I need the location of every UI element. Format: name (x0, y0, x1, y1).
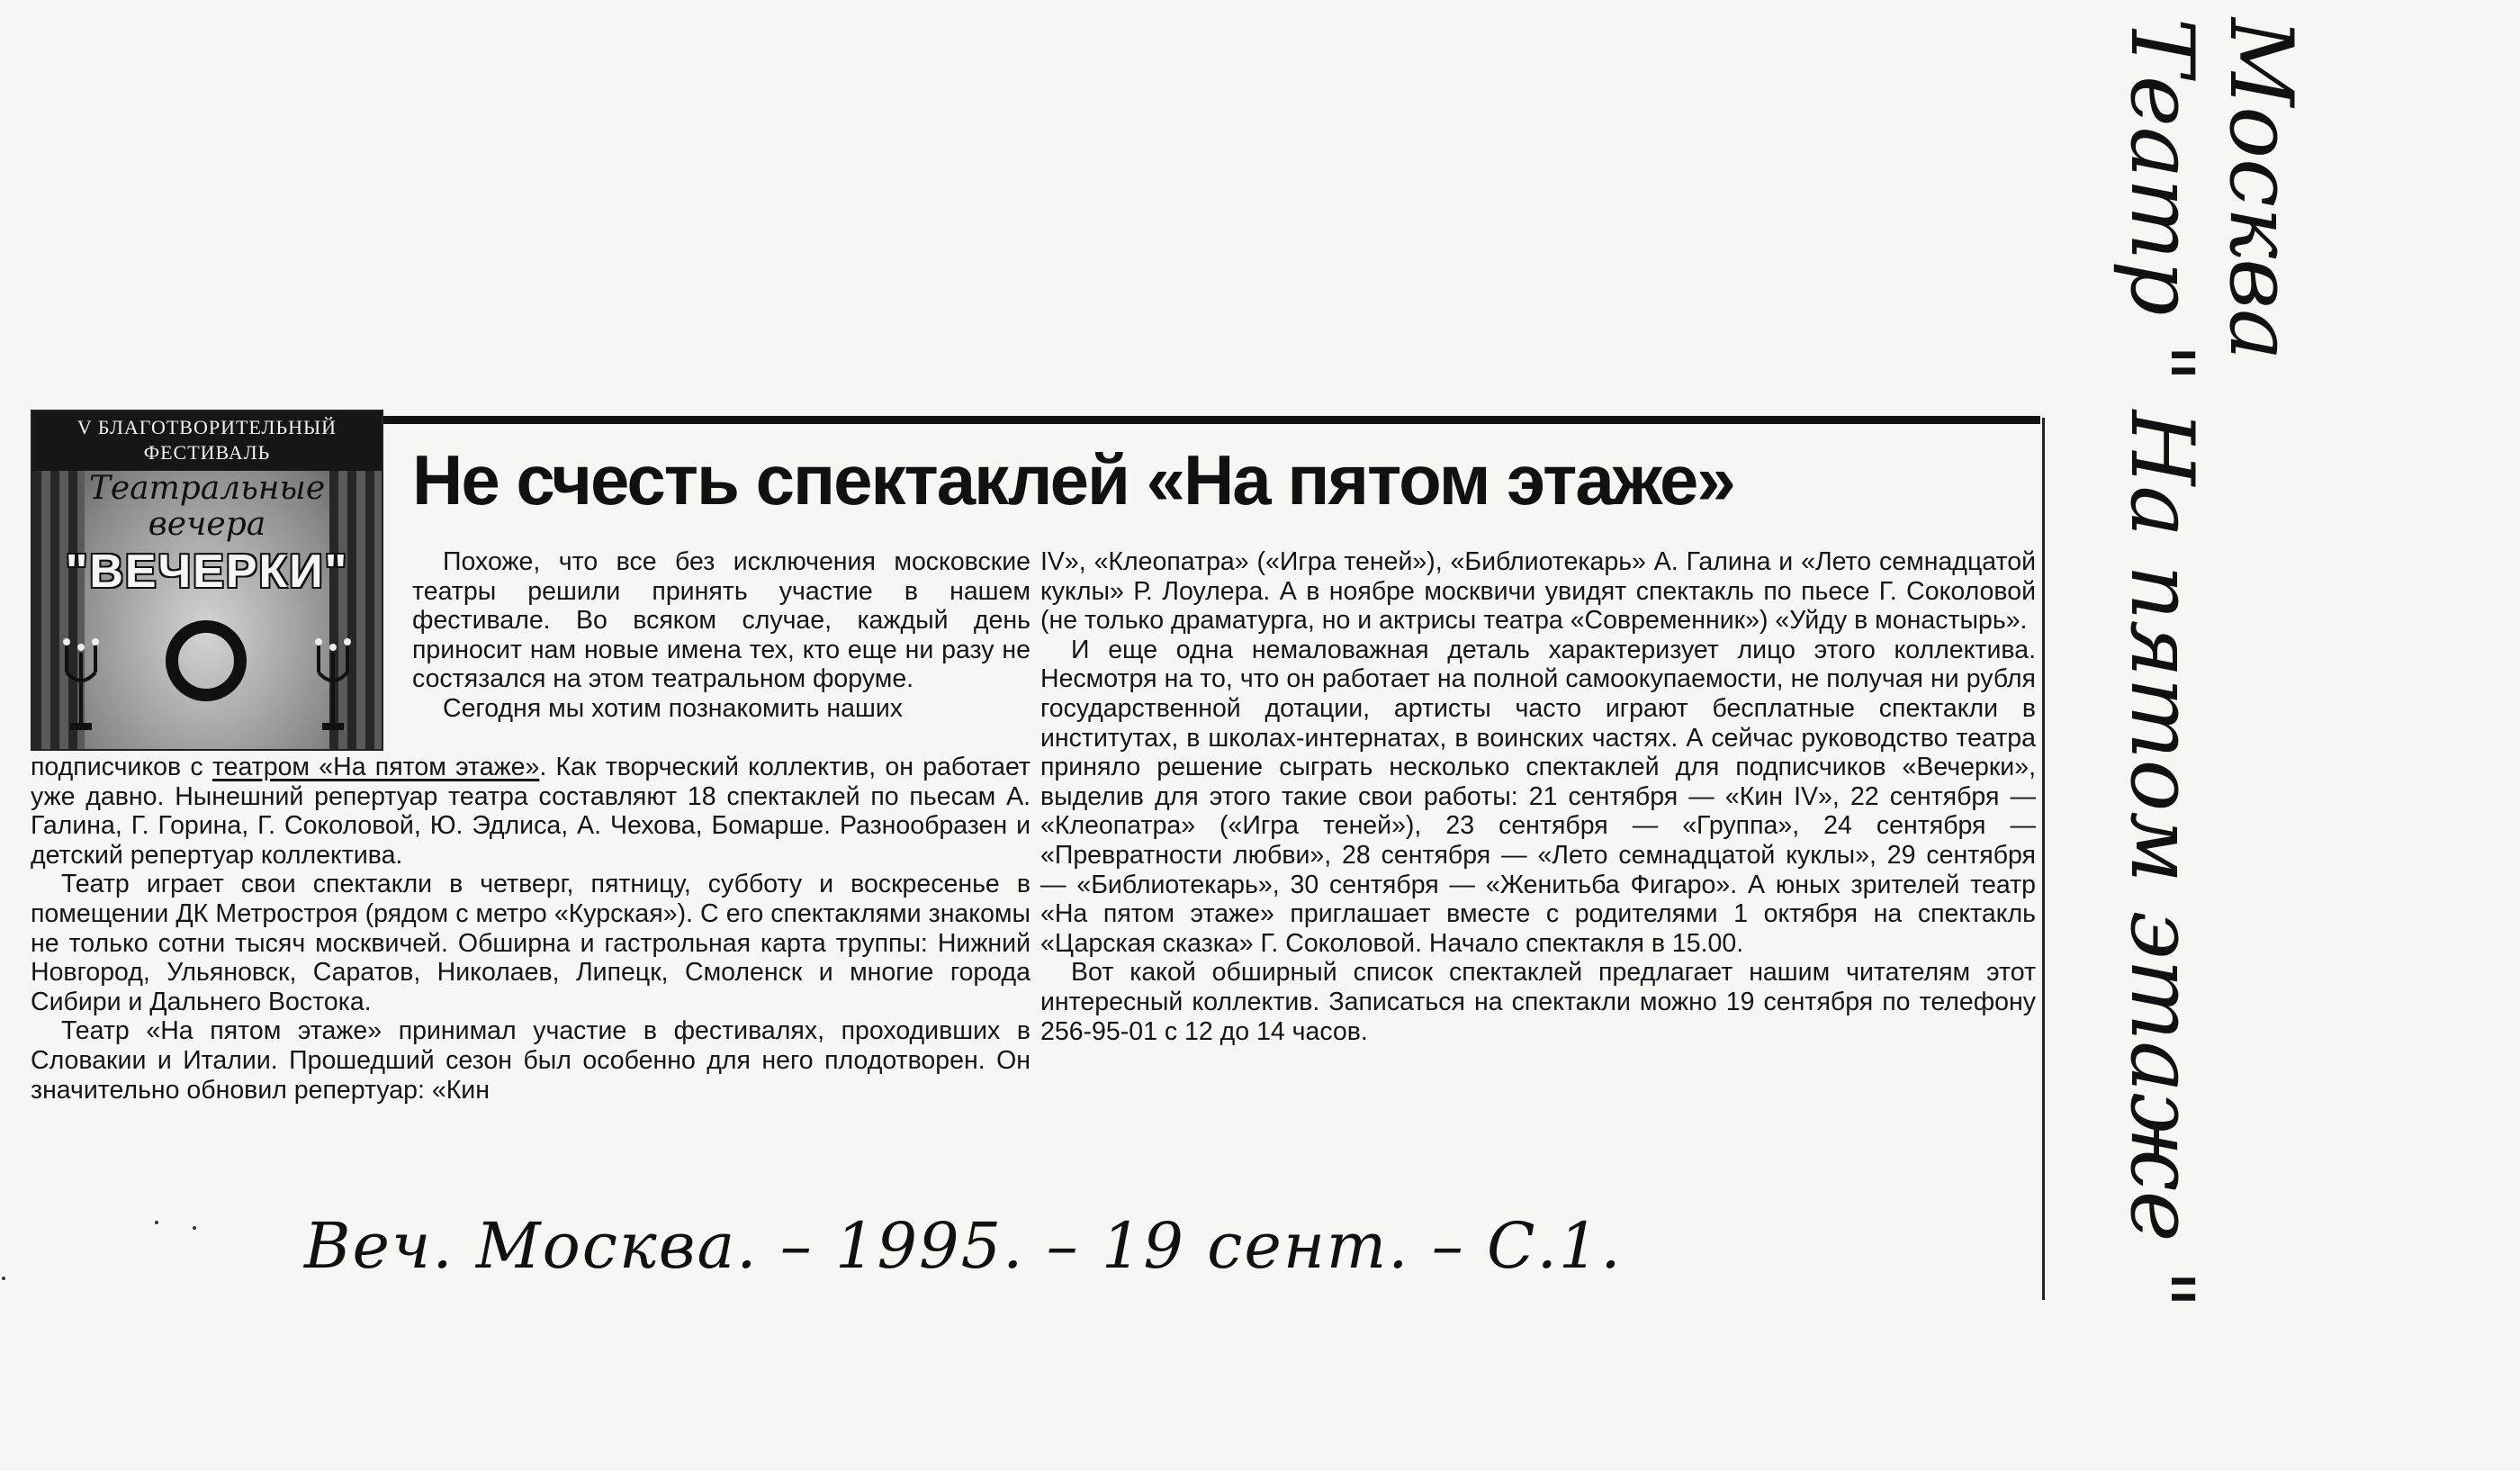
handwritten-citation: Веч. Москва. – 1995. – 19 сент. – С.1. (304, 1209, 1623, 1283)
newspaper-clipping (31, 410, 2036, 1301)
ink-speck (193, 1226, 196, 1230)
logo-festival-line2: ФЕСТИВАЛЬ (143, 441, 271, 464)
ink-speck (2, 1277, 5, 1280)
article-column-1-top (412, 547, 1030, 724)
logo-festival-banner (32, 411, 382, 471)
logo-evenings-line2: вечера (148, 506, 266, 543)
ink-speck (155, 1221, 158, 1224)
paragraph: И еще одна немаловажная деталь характеризует лицо этого коллектива. Несмотря на то, что он работает на полной самоокупаемости, не получая ни рубля государственной дотации, артисты часто играют бесплатные спектакли в институтах, в школах-интернатах, в воинских частях. А сейчас руководство театра приняло решение сыграть несколько спектаклей для подписчиков «Вечерки», выделив для этого такие свои работы: 21 сентября — «Кин IV», 22 сентября — «Клеопатра» («Игра теней»), 23 сентября — «Группа», 24 сентября — «Превратности любви», 28 сентября — «Лето семнадцатой куклы», 29 сентября — «Библиотекарь», 30 сентября — «Женитьба Фигаро». А юных зрителей театр «На пятом этаже» приглашает вместе с родителями 1 октября на спектакль «Царская сказка» Г. Соколовой. Начало спектакля в 15.00. (1040, 635, 2036, 958)
paragraph (31, 753, 1030, 870)
ring-icon (166, 620, 247, 701)
candelabrum-icon (311, 635, 355, 734)
side-note-line1: Москва (2210, 18, 2311, 361)
festival-logo (31, 410, 383, 751)
logo-evenings-line1: Театральные (88, 470, 326, 507)
paragraph-rest: . Как творческий коллектив, он работает уже давно. Нынешний репертуар театра составляют 18 спектаклей по пьесам А. Галина, Г. Горина, Г. Соколовой, Ю. Эдлиса, А. Чехова, Бомарше. Разнообразен и детский репертуар коллектива. (31, 753, 1030, 870)
handwritten-side-note (2088, 18, 2311, 1449)
right-column-rule (2042, 418, 2045, 1300)
top-rule (382, 416, 2040, 424)
article-column-1-bottom (31, 753, 1030, 1105)
logo-name: "ВЕЧЕРКИ" (65, 546, 349, 598)
candelabrum-icon (59, 635, 103, 734)
paragraph-lead: подписчиков с (31, 753, 212, 781)
paragraph: Сегодня мы хотим познакомить наших (443, 693, 903, 723)
underlined-theatre-name: театром «На пятом этаже» (212, 753, 540, 781)
paragraph: Вот какой обширный список спектаклей предлагает нашим читателям этот интересный коллектив. Записаться на спектакли можно 19 сентября по телефону 256-95-01 с 12 до 14 часов. (1040, 958, 2036, 1046)
paragraph: Похоже, что все без исключения московские театры решили принять участие в нашем фестивале. Во всяком случае, каждый день приносит нам новые имена тех, кто еще ни разу не состязался на этом театральном форуме. (412, 547, 1030, 694)
paragraph: Театр «На пятом этаже» принимал участие в фестивалях, проходивших в Словакии и Италии. Прошедший сезон был особенно для него плодотворен. Он значительно обновил репертуар: «Кин (31, 1016, 1030, 1105)
logo-festival-line1: V БЛАГОТВОРИТЕЛЬНЫЙ (76, 416, 338, 438)
article-headline: Не счесть спектаклей «На пятом этаже» (412, 440, 1734, 519)
logo-evenings (32, 471, 382, 543)
paragraph: Театр играет свои спектакли в четверг, пятницу, субботу и воскресенье в помещении ДК Метростроя (рядом с метро «Курская»). С его спектаклями знакомы не только сотни тысяч москвичей. Обширна и гастрольная карта труппы: Нижний Новгород, Ульяновск, Саратов, Николаев, Липецк, Смоленск и многие города Сибири и Дальнего Востока. (31, 870, 1030, 1016)
article-column-2 (1040, 547, 2036, 1046)
paragraph: IV», «Клеопатра» («Игра теней»), «Библиотекарь» А. Галина и «Лето семнадцатой куклы» Р. Лоулера. А в ноябре москвичи увидят спектакль по пьесе Г. Соколовой (не только драматурга, но и актрисы театра «Современник») «Уйду в монастырь». (1040, 547, 2036, 636)
side-note-line2: Театр " На пятом этаже " (2111, 18, 2212, 1310)
